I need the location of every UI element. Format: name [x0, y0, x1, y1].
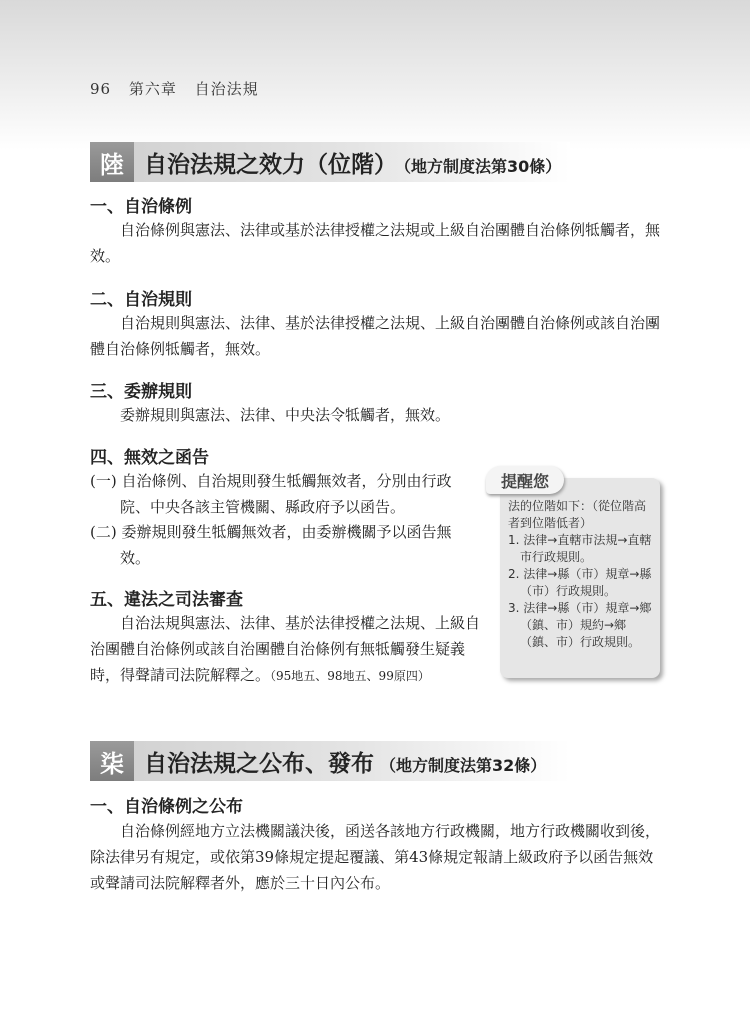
- page-number: 96: [90, 80, 112, 98]
- tip-title: 提醒您: [486, 466, 564, 494]
- tip-intro: 法的位階如下：（從位階高者到位階低者）: [508, 499, 647, 530]
- paragraph: 委辦規則與憲法、法律、中央法令牴觸者，無效。: [120, 406, 451, 424]
- subheading: 五、違法之司法審查: [90, 590, 243, 610]
- paragraph-text: 自治法規與憲法、法律、基於法律授權之法規、上級自治團體自治條例或該自治團體自治條例有無牴觸發生疑義時，得聲請司法院解釋之。: [90, 614, 481, 684]
- section-heading: [90, 741, 570, 781]
- chapter-title: 自治法規: [194, 80, 259, 98]
- paragraph: 自治規則與憲法、法律、基於法律授權之法規、上級自治團體自治條例或該自治團體自治條例牴觸者，無效。: [90, 314, 661, 358]
- paragraph: 自治條例經地方立法機關議決後，函送各該地方行政機關，地方行政機關收到後，除法律另有規定，或依第39條規定提起覆議、第43條規定報請上級政府予以函告無效或聲請司法院解釋者外，應於三十日內公布。: [90, 822, 661, 892]
- subheading: 四、無效之函告: [90, 448, 209, 468]
- exam-note: （95地五、98地五、99原四）: [270, 669, 430, 683]
- section-title: [144, 745, 546, 778]
- section-reference: （地方制度法第30條）: [403, 157, 562, 176]
- section-title-text: 自治法規之效力（位階）: [144, 152, 397, 178]
- paragraph: 自治條例與憲法、法律或基於法律授權之法規或上級自治團體自治條例牴觸者，無效。: [90, 221, 661, 265]
- subheading: 一、自治條例: [90, 197, 192, 217]
- tip-list-item: 1. 法律→直轄市法規→直轄市行政規則。: [508, 533, 652, 564]
- paragraph: [90, 610, 480, 689]
- subheading: 三、委辦規則: [90, 382, 192, 402]
- section-title-text: 自治法規之公布、發布: [144, 751, 374, 777]
- running-header: [90, 78, 271, 99]
- chapter-label: 第六章: [128, 80, 177, 98]
- subheading: 二、自治規則: [90, 290, 192, 310]
- subheading: 一、自治條例之公布: [90, 797, 243, 817]
- tip-list-item: 3. 法律→縣（市）規章→鄉（鎮、市）規約→鄉（鎮、市）行政規則。: [508, 601, 652, 649]
- section-title: [144, 146, 561, 179]
- page-header-background: [0, 0, 750, 150]
- section-mark: 陸: [90, 142, 134, 182]
- section-heading: [90, 142, 570, 182]
- list-item: (一) 自治條例、自治規則發生牴觸無效者，分別由行政院、中央各該主管機關、縣政府予以函告。: [90, 472, 452, 516]
- section-mark: 柒: [90, 741, 134, 781]
- tip-body: [508, 498, 656, 651]
- list-item: (二) 委辦規則發生牴觸無效者，由委辦機關予以函告無效。: [90, 523, 452, 567]
- tip-box: [500, 471, 660, 678]
- section-reference: （地方制度法第32條）: [380, 756, 547, 775]
- tip-list-item: 2. 法律→縣（市）規章→縣（市）行政規則。: [508, 567, 652, 598]
